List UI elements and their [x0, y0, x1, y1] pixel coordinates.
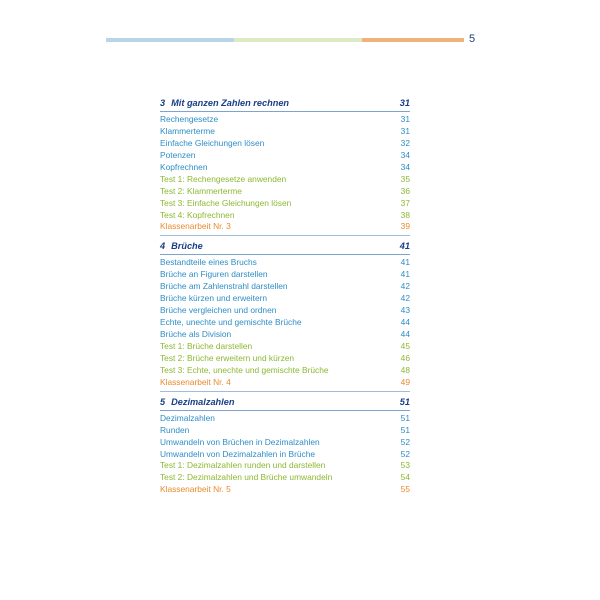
- toc-entry-page: 52: [400, 436, 410, 447]
- toc-entry[interactable]: [160, 210, 410, 222]
- toc-entry-label: Test 1: Brüche darstellen: [160, 340, 253, 351]
- toc-entry[interactable]: [160, 162, 410, 174]
- section-title-group: [160, 98, 289, 108]
- toc-entry-page: 51: [400, 424, 410, 435]
- toc-entry[interactable]: [160, 293, 410, 305]
- toc-entry-page: 41: [400, 269, 410, 280]
- toc-entry-page: 39: [400, 221, 410, 232]
- toc-entry-label: Test 3: Einfache Gleichungen lösen: [160, 197, 292, 208]
- section-page: 31: [399, 98, 410, 108]
- toc-entry[interactable]: [160, 317, 410, 329]
- toc-entry-page: 34: [400, 161, 410, 172]
- toc-entry[interactable]: [160, 305, 410, 317]
- toc-entry-page: 45: [400, 340, 410, 351]
- toc-entry-label: Klassenarbeit Nr. 3: [160, 221, 231, 232]
- toc-entry-page: 48: [400, 364, 410, 375]
- toc-entry-page: 42: [400, 281, 410, 292]
- toc-entry-page: 44: [400, 329, 410, 339]
- toc-entry-page: 53: [400, 460, 410, 471]
- toc-entry[interactable]: [160, 198, 410, 210]
- toc-entry-label: Klammerterme: [160, 125, 215, 136]
- toc-entry-page: 46: [400, 352, 410, 363]
- toc-entry[interactable]: [160, 329, 410, 341]
- toc-entry-label: Runden: [160, 424, 190, 435]
- toc-entry-label: Brüche am Zahlenstrahl darstellen: [160, 281, 288, 292]
- toc-entry-label: Bestandteile eines Bruchs: [160, 257, 257, 268]
- toc-entry-page: 52: [400, 448, 410, 459]
- toc-entry[interactable]: [160, 425, 410, 437]
- toc-entry-label: Test 2: Klammerterme: [160, 185, 242, 196]
- toc-entry[interactable]: [160, 377, 410, 389]
- toc-entry-page: 42: [400, 293, 410, 304]
- section-number: 5: [160, 396, 166, 407]
- toc-entry-label: Klassenarbeit Nr. 5: [160, 484, 231, 495]
- toc-entry[interactable]: [160, 281, 410, 293]
- toc-entry-page: 54: [400, 472, 410, 483]
- section-page: 51: [399, 396, 410, 407]
- section-number: 4: [160, 241, 166, 252]
- toc-entry[interactable]: [160, 126, 410, 138]
- toc-entry-label: Brüche vergleichen und ordnen: [160, 305, 277, 316]
- toc-entry-label: Test 1: Rechengesetze anwenden: [160, 173, 287, 184]
- toc-entry-page: 44: [400, 317, 410, 328]
- toc-entry-page: 38: [400, 209, 410, 220]
- table-of-contents: [160, 97, 410, 498]
- toc-entry-page: 55: [400, 484, 410, 495]
- toc-entry-label: Dezimalzahlen: [160, 412, 215, 423]
- section-title: Brüche: [171, 241, 203, 252]
- toc-entry-page: 31: [400, 114, 410, 124]
- top-bar-segment-green: [234, 38, 362, 42]
- section-title: Dezimalzahlen: [171, 396, 235, 407]
- toc-entry-label: Klassenarbeit Nr. 4: [160, 376, 231, 387]
- top-color-bar: [106, 38, 464, 42]
- section-page: 41: [399, 241, 410, 252]
- section-divider: [160, 391, 410, 392]
- toc-entry[interactable]: [160, 221, 410, 233]
- toc-entry[interactable]: [160, 413, 410, 425]
- toc-entry-label: Test 4: Kopfrechnen: [160, 209, 235, 220]
- toc-entry-label: Test 3: Echte, unechte und gemischte Brüche: [160, 364, 329, 375]
- section-title-group: [160, 397, 234, 407]
- section-title-group: [160, 241, 203, 251]
- toc-entry-page: 34: [400, 149, 410, 160]
- page-number: 5: [469, 33, 476, 45]
- toc-entry-label: Echte, unechte und gemischte Brüche: [160, 317, 302, 328]
- toc-entry[interactable]: [160, 174, 410, 186]
- toc-entry-page: 31: [400, 125, 410, 136]
- toc-entry-label: Rechengesetze: [160, 114, 219, 124]
- toc-entry[interactable]: [160, 353, 410, 365]
- toc-entry-label: Brüche als Division: [160, 329, 232, 339]
- toc-entry[interactable]: [160, 449, 410, 461]
- toc-entry[interactable]: [160, 150, 410, 162]
- toc-entry-label: Test 2: Dezimalzahlen und Brüche umwandeln: [160, 472, 333, 483]
- toc-section-4: [160, 240, 410, 391]
- toc-section-3: [160, 97, 410, 236]
- toc-entry[interactable]: [160, 138, 410, 150]
- toc-entry[interactable]: [160, 257, 410, 269]
- toc-entry-label: Kopfrechnen: [160, 161, 208, 172]
- toc-entry-label: Brüche an Figuren darstellen: [160, 269, 268, 280]
- toc-entry-page: 35: [400, 173, 410, 184]
- section-title: Mit ganzen Zahlen rechnen: [171, 98, 290, 108]
- section-header[interactable]: [160, 97, 410, 112]
- toc-entry[interactable]: [160, 114, 410, 126]
- toc-entry-page: 43: [400, 305, 410, 316]
- toc-entry-label: Umwandeln von Dezimalzahlen in Brüche: [160, 448, 316, 459]
- toc-entry[interactable]: [160, 437, 410, 449]
- top-bar-segment-orange: [362, 38, 464, 42]
- toc-entry[interactable]: [160, 484, 410, 496]
- toc-entry-label: Potenzen: [160, 149, 196, 160]
- section-divider: [160, 235, 410, 236]
- section-header[interactable]: [160, 240, 410, 255]
- toc-entry[interactable]: [160, 341, 410, 353]
- toc-entry-page: 49: [400, 376, 410, 387]
- toc-entry-page: 41: [400, 257, 410, 268]
- toc-entry[interactable]: [160, 186, 410, 198]
- toc-entry[interactable]: [160, 269, 410, 281]
- section-header[interactable]: [160, 396, 410, 411]
- section-number: 3: [160, 98, 166, 108]
- toc-entry-page: 36: [400, 185, 410, 196]
- top-bar-segment-blue: [106, 38, 234, 42]
- toc-section-5: [160, 396, 410, 497]
- toc-entry[interactable]: [160, 460, 410, 472]
- toc-entry-page: 51: [400, 412, 410, 423]
- toc-entry[interactable]: [160, 365, 410, 377]
- toc-entry-label: Brüche kürzen und erweitern: [160, 293, 268, 304]
- toc-entry-label: Test 2: Brüche erweitern und kürzen: [160, 352, 295, 363]
- toc-entry[interactable]: [160, 472, 410, 484]
- toc-entry-page: 32: [400, 137, 410, 148]
- toc-entry-page: 37: [400, 197, 410, 208]
- toc-entry-label: Test 1: Dezimalzahlen runden und darstellen: [160, 460, 326, 471]
- toc-entry-label: Umwandeln von Brüchen in Dezimalzahlen: [160, 436, 320, 447]
- toc-entry-label: Einfache Gleichungen lösen: [160, 137, 265, 148]
